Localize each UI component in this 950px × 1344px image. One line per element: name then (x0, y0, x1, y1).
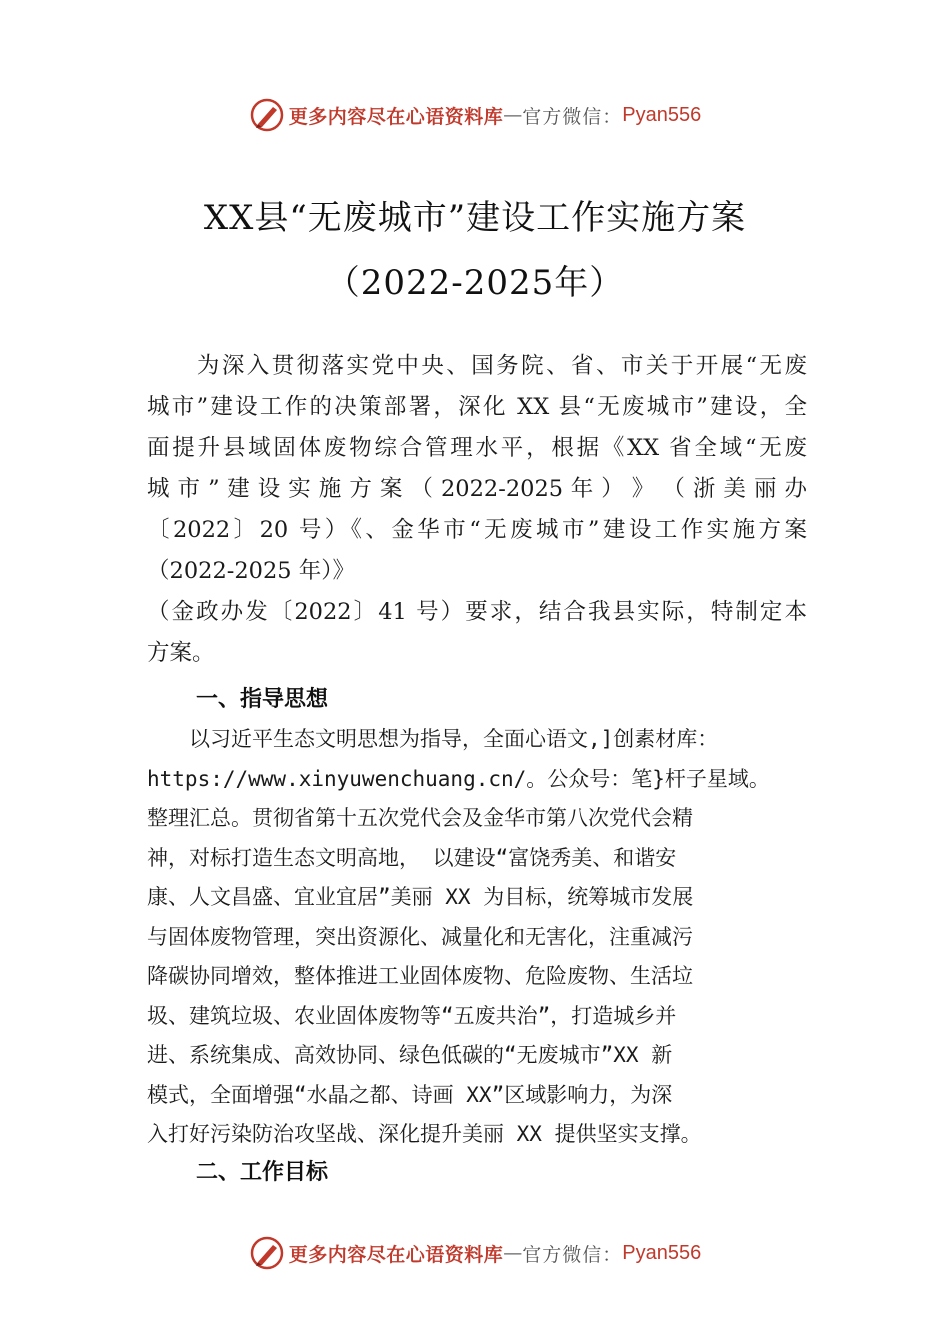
section1-line: 整理汇总。贯彻省第十五次党代会及金华市第八次党代会精 (147, 806, 693, 830)
banner-wechat-label: 官方微信： (522, 1243, 623, 1266)
section1-line: 圾、建筑垃圾、农业固体废物等“五废共治”，打造城乡并 (147, 1003, 677, 1028)
pen-logo-icon (249, 1235, 285, 1271)
intro-line: 〔2022〕20 号）《、金华市“无废城市”建设工作实施方案 (147, 517, 807, 543)
banner-separator: — (503, 104, 523, 126)
section1-line: https://www.xinyuwenchuang.cn/。公众号：笔}杆子星域。 (147, 766, 770, 791)
intro-line: （2022-2025 年）》 (147, 558, 356, 584)
intro-paragraph (147, 346, 807, 674)
banner-wechat-id: Pyan556 (622, 1241, 702, 1264)
document-title: XX县“无废城市”建设工作实施方案 (203, 198, 747, 238)
section1-line: 与固体废物管理，突出资源化、减量化和无害化，注重减污 (147, 924, 693, 949)
banner-brand: 更多内容尽在心语资料库 (288, 1243, 504, 1266)
intro-line: 城 市 ” 建 设 实 施 方 案 （ 2022-2025 年 ） 》 （ 浙 美 丽 办 (147, 476, 807, 502)
pen-logo-icon (249, 97, 285, 133)
banner-wechat-label: 官方微信： (522, 105, 623, 128)
banner-separator: — (503, 1242, 523, 1264)
intro-line: 城市”建设工作的决策部署，深化 XX 县“无废城市”建设，全 (147, 394, 807, 420)
intro-line: 为深入贯彻落实党中央、国务院、省、市关于开展“无废 (147, 353, 807, 379)
section-heading: 一、指导思想 (196, 687, 329, 712)
section1-line: 入打好污染防治攻坚战、深化提升美丽 XX 提供坚实支撑。 (147, 1122, 702, 1146)
footer-banner (0, 1231, 950, 1275)
section-heading: 二、工作目标 (196, 1160, 329, 1185)
section1-line: 以习近平生态文明思想为指导，全面心语文,]创素材库： (147, 727, 719, 751)
section1-paragraph (147, 720, 812, 1155)
section1-line: 康、人文昌盛、宜业宜居”美丽 XX 为目标，统筹城市发展 (147, 885, 694, 909)
section1-line: 神，对标打造生态文明高地， 以建设“富饶秀美、和谐安 (147, 845, 677, 870)
intro-line: 方案。 (147, 640, 215, 666)
banner-wechat-id: Pyan556 (622, 103, 702, 126)
header-banner (0, 93, 950, 137)
document-subtitle: （2022-2025年） (325, 263, 625, 303)
section1-line: 模式，全面增强“水晶之都、诗画 XX”区域影响力，为深 (147, 1082, 673, 1107)
section1-line: 降碳协同增效，整体推进工业固体废物、危险废物、生活垃 (147, 964, 693, 988)
section1-line: 进、系统集成、高效协同、绿色低碳的“无废城市”XX 新 (147, 1043, 673, 1067)
intro-line: （金政办发〔2022〕41 号）要求，结合我县实际，特制定本 (147, 599, 807, 625)
banner-brand: 更多内容尽在心语资料库 (288, 105, 504, 128)
intro-line: 面提升县域固体废物综合管理水平，根据《XX 省全域“无废 (147, 435, 807, 461)
